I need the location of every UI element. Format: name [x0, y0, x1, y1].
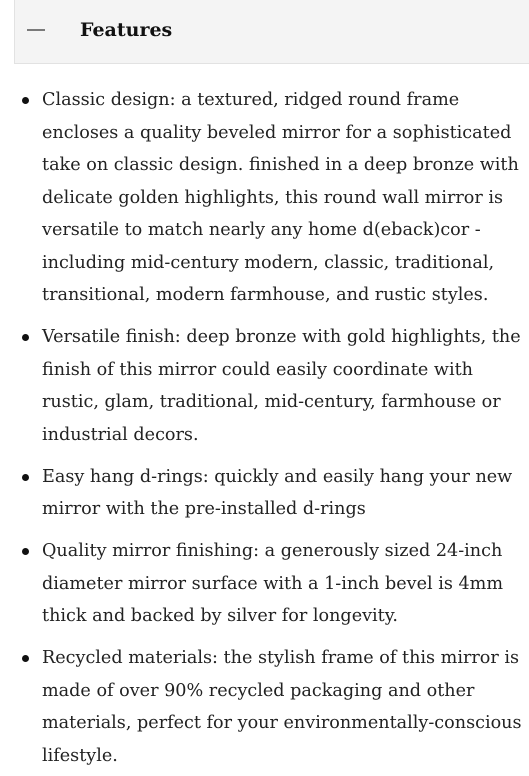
features-accordion-header[interactable] — [14, 0, 529, 64]
features-title: Features — [80, 19, 173, 41]
feature-text: Recycled materials: the stylish frame of this mirror is made of over 90% recycled packaging and other materials, perfect for your environmentally-conscious lifestyle. — [42, 648, 522, 766]
feature-item-versatile-finish — [0, 321, 529, 451]
bullet-icon — [22, 97, 29, 104]
feature-text: Easy hang d-rings: quickly and easily hang your new mirror with the pre-installed d-rings — [42, 466, 513, 519]
feature-text: Versatile finish: deep bronze with gold highlights, the finish of this mirror could easily coordinate with rustic, glam, traditional, mid-century, farmhouse or industrial decors. — [42, 327, 521, 445]
feature-text: Quality mirror finishing: a generously sized 24-inch diameter mirror surface with a 1-inch bevel is 4mm thick and backed by silver for longevity. — [42, 541, 504, 626]
bullet-icon — [22, 474, 29, 481]
feature-item-easy-hang — [0, 461, 529, 526]
bullet-icon — [22, 548, 29, 555]
bullet-icon — [22, 655, 29, 662]
feature-item-recycled-materials — [0, 642, 529, 772]
bullet-icon — [22, 334, 29, 341]
minus-icon[interactable] — [27, 29, 45, 31]
feature-item-classic-design — [0, 84, 529, 312]
feature-item-mirror-finishing — [0, 535, 529, 633]
feature-text: Classic design: a textured, ridged round frame encloses a quality beveled mirror for a sophisticated take on classic design. finished in a deep bronze with delicate golden highlights, this round wall mirror is versatile to match nearly any home d(eback)cor - including mid-century modern, classic, traditional, transitional, modern farmhouse, and rustic styles. — [42, 90, 519, 305]
features-list — [0, 84, 529, 776]
